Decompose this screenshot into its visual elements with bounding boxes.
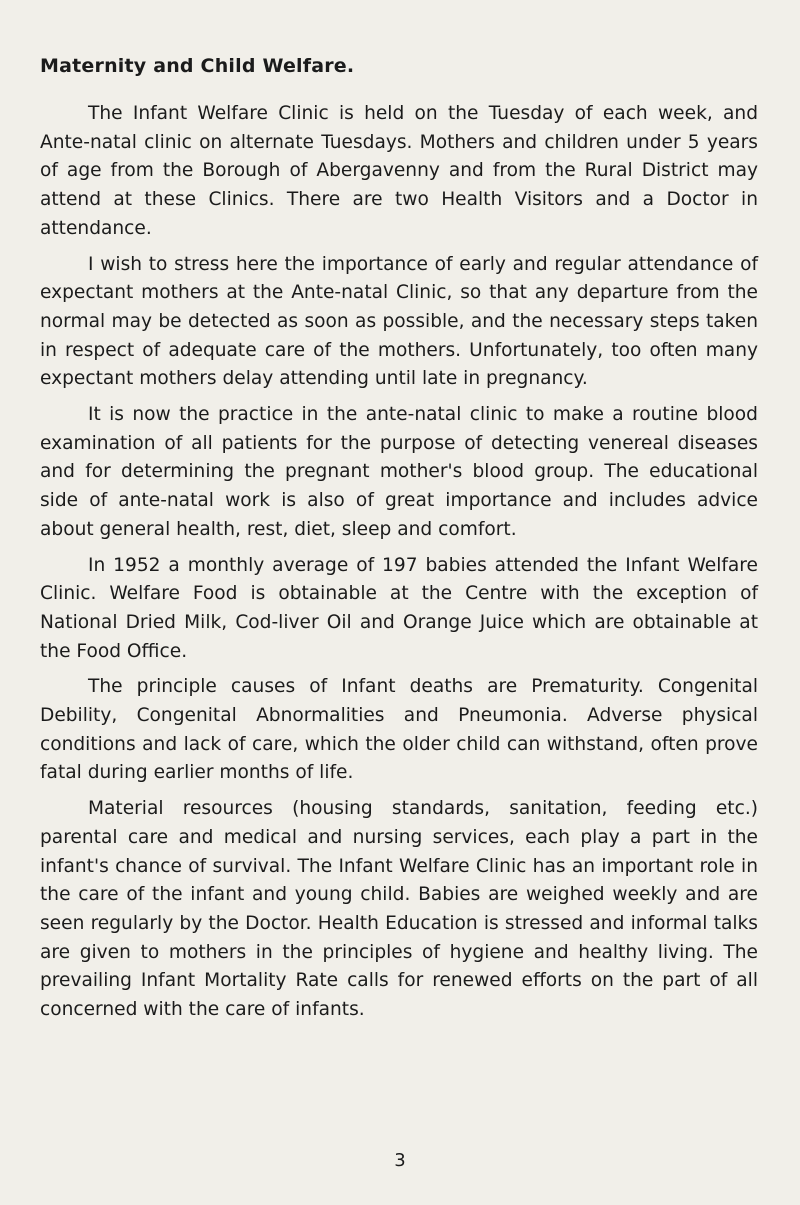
page-number: 3 [394, 1150, 406, 1171]
paragraph-blood-examination: It is now the practice in the ante-natal clinic to make a routine blood examination of all patients for the purpose of detecting venereal diseases and for determining the pregnant mother's blood group. The educational side of ante-natal work is also of great importance and includes advice about general health, rest, diet, sleep and comfort. [40, 404, 758, 540]
paragraph-material-resources: Material resources (housing standards, sanitation, feeding etc.) parental care and medical and nursing services, each play a part in the infant's chance of survival. The Infant Welfare Clinic has an important role in the care of the infant and young child. Babies are weighed weekly and are seen regularly by the Doctor. Health Education is stressed and informal talks are given to mothers in the principles of hygiene and healthy living. The prevailing Infant Mortality Rate calls for renewed efforts on the part of all concerned with the care of infants. [40, 798, 758, 1021]
paragraph-antenatal-attendance: I wish to stress here the importance of early and regular attendance of expectant mothers at the Ante-natal Clinic, so that any departure from the normal may be detected as soon as possible, and the necessary steps taken in respect of adequate care of the mothers. Unfortunately, too often many expectant mothers delay attending until late in pregnancy. [40, 253, 758, 390]
document-page [40, 52, 758, 1032]
paragraph-infant-deaths: The principle causes of Infant deaths are Prematurity. Congenital Debility, Congenital Abnormalities and Pneumonia. Adverse physical conditions and lack of care, which the older child can withstand, often prove fatal during earlier months of life. [40, 676, 758, 784]
paragraph-monthly-attendance: In 1952 a monthly average of 197 babies attended the Infant Welfare Clinic. Welfare Food is obtainable at the Centre with the exception of National Dried Milk, Cod-liver Oil and Orange Juice which are obtainable at the Food Office. [40, 554, 758, 662]
section-heading: Maternity and Child Welfare. [40, 55, 355, 77]
paragraph-clinic-schedule: The Infant Welfare Clinic is held on the Tuesday of each week, and Ante-natal clinic on alternate Tuesdays. Mothers and children under 5 years of age from the Borough of Abergavenny and from the Rural District may attend at these Clinics. There are two Health Visitors and a Doctor in attendance. [40, 103, 758, 239]
